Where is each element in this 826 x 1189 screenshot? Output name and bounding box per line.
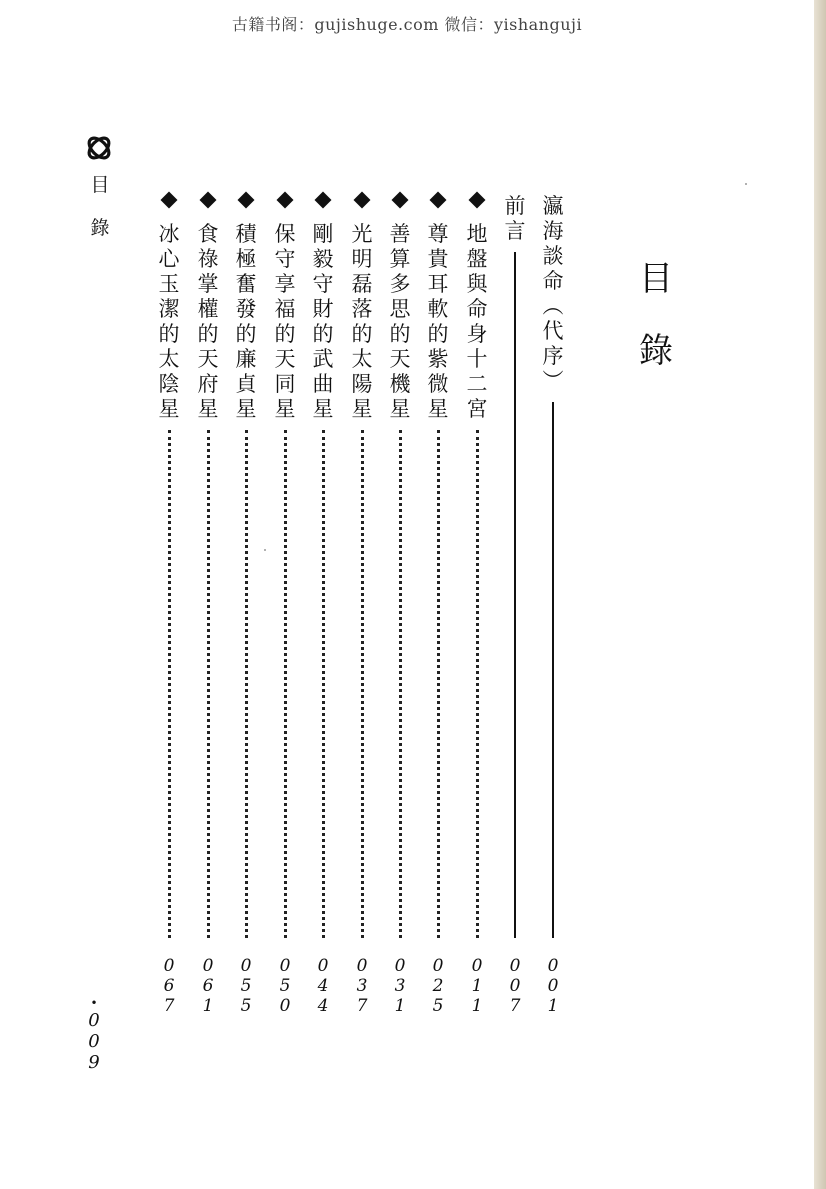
page-digit: 7 <box>509 996 521 1016</box>
toc-title-char: 天 <box>389 347 411 371</box>
toc-title-char: 守 <box>312 272 334 296</box>
toc-entry-title <box>423 222 453 422</box>
toc-title-char: 的 <box>274 322 296 346</box>
toc-title-char: 玉 <box>158 272 180 296</box>
toc-page-number <box>347 956 377 1016</box>
toc-title-char: 星 <box>351 397 373 421</box>
toc-title-char: 太 <box>158 347 180 371</box>
leader-dots <box>245 430 248 938</box>
toc-page-number <box>193 956 223 1016</box>
toc-entry-title <box>347 222 377 422</box>
page-digit: 5 <box>432 996 444 1016</box>
page-digit: 1 <box>471 996 483 1016</box>
toc-title-char: 廉 <box>235 347 257 371</box>
toc-title-char: 的 <box>389 322 411 346</box>
knot-logo-icon <box>84 133 114 163</box>
toc-title-char: 軟 <box>427 297 449 321</box>
page-digit: 2 <box>432 976 444 996</box>
page-title-char: 目 <box>639 259 673 299</box>
page-digit: 0 <box>547 976 559 996</box>
page-digit: 0 <box>279 956 291 976</box>
toc-title-char: 的 <box>312 322 334 346</box>
toc-title-char: 武 <box>312 347 334 371</box>
toc-title-char: 身 <box>466 322 488 346</box>
toc-title-char: 貞 <box>235 372 257 396</box>
toc-title-char: 光 <box>351 222 373 246</box>
toc-page-number <box>231 956 261 1016</box>
toc-entry-title <box>154 222 184 422</box>
page-digit: 0 <box>432 956 444 976</box>
toc-entry[interactable] <box>308 194 338 1024</box>
toc-title-char: 的 <box>197 322 219 346</box>
running-head-char: 錄 <box>90 217 110 239</box>
leader-dots <box>168 430 171 938</box>
toc-title-char: 星 <box>197 397 219 421</box>
toc-title-char: 保 <box>274 222 296 246</box>
toc-title-char: 耳 <box>427 272 449 296</box>
toc-title-char: 陰 <box>158 372 180 396</box>
toc-entry-title <box>270 222 300 422</box>
toc-title-char: 星 <box>158 397 180 421</box>
toc-entry[interactable] <box>231 194 261 1024</box>
diamond-bullet-icon <box>469 192 486 209</box>
page-digit: 3 <box>356 976 368 996</box>
page-digit: 7 <box>356 996 368 1016</box>
paper-speck <box>264 549 266 551</box>
page-digit: 0 <box>163 956 175 976</box>
toc-title-char: 的 <box>235 322 257 346</box>
toc-title-char: 福 <box>274 297 296 321</box>
toc-entry[interactable] <box>154 194 184 1024</box>
page-digit: 0 <box>471 956 483 976</box>
page-digit: 0 <box>240 956 252 976</box>
page-title-char: 錄 <box>639 331 673 371</box>
toc-title-char: 二 <box>466 372 488 396</box>
page-number <box>84 996 104 1073</box>
toc-title-char: 地 <box>466 222 488 246</box>
diamond-bullet-icon <box>315 192 332 209</box>
toc-title-char: 善 <box>389 222 411 246</box>
toc-title-char: 落 <box>351 297 373 321</box>
toc-title-char: 星 <box>427 397 449 421</box>
toc-page-number <box>500 956 530 1016</box>
toc-page-number <box>154 956 184 1016</box>
leader-line <box>552 402 554 938</box>
running-head <box>87 176 113 262</box>
toc-title-char: 府 <box>197 372 219 396</box>
toc-title-char: 的 <box>351 322 373 346</box>
toc-entry[interactable] <box>423 194 453 1024</box>
toc-title-char: 享 <box>274 272 296 296</box>
leader-dots <box>399 430 402 938</box>
page-digit: 4 <box>317 976 329 996</box>
toc-page-number <box>462 956 492 1016</box>
toc-title-char: 命 <box>542 269 564 293</box>
page-digit: 0 <box>394 956 406 976</box>
toc-title-char: 明 <box>351 247 373 271</box>
page-digit: 0 <box>509 976 521 996</box>
toc-title-char: 曲 <box>312 372 334 396</box>
toc-title-char: 積 <box>235 222 257 246</box>
toc-title-char: 極 <box>235 247 257 271</box>
toc-title-char: 言 <box>504 219 526 243</box>
toc-title-char: 奮 <box>235 272 257 296</box>
page-digit: 0 <box>509 956 521 976</box>
page-edge <box>814 0 826 1189</box>
running-head-char: 目 <box>90 174 110 196</box>
page-digit: 5 <box>240 996 252 1016</box>
folio-dot: • <box>90 996 98 1010</box>
page-digit: 4 <box>317 996 329 1016</box>
toc-title-char: 守 <box>274 247 296 271</box>
folio-digit: 9 <box>88 1052 100 1073</box>
toc-entry[interactable] <box>538 194 568 1024</box>
toc-entry-title <box>500 194 530 244</box>
toc-page-number <box>385 956 415 1016</box>
leader-dots <box>284 430 287 938</box>
diamond-bullet-icon <box>200 192 217 209</box>
toc-entry-title <box>385 222 415 422</box>
toc-title-char: 機 <box>389 372 411 396</box>
leader-dots <box>322 430 325 938</box>
toc-title-char: 星 <box>274 397 296 421</box>
toc-page-number <box>423 956 453 1016</box>
toc-title-char: 心 <box>158 247 180 271</box>
toc-entry[interactable] <box>500 194 530 1024</box>
diamond-bullet-icon <box>238 192 255 209</box>
toc-title-char: 同 <box>274 372 296 396</box>
toc-title-char: 掌 <box>197 272 219 296</box>
toc-entry-title <box>231 222 261 422</box>
toc-paren-char: 代 <box>542 319 564 343</box>
leader-dots <box>361 430 364 938</box>
toc-title-char: 祿 <box>197 247 219 271</box>
toc-entry[interactable] <box>270 194 300 1024</box>
toc-title-char: 食 <box>197 222 219 246</box>
toc-page-number <box>270 956 300 1016</box>
toc-title-char: 紫 <box>427 347 449 371</box>
toc-title-char: 潔 <box>158 297 180 321</box>
page-digit: 0 <box>202 956 214 976</box>
folio-digit: 0 <box>88 1010 100 1031</box>
toc-page-number <box>538 956 568 1016</box>
page-digit: 1 <box>471 976 483 996</box>
watermark-text: 古籍书阁：gujishuge.com 微信：yishanguji <box>231 15 583 34</box>
toc-paren-char: 序 <box>542 344 564 368</box>
page-digit: 1 <box>394 996 406 1016</box>
toc-entry[interactable] <box>193 194 223 1024</box>
page-digit: 0 <box>356 956 368 976</box>
toc-title-char: 冰 <box>158 222 180 246</box>
leader-dots <box>476 430 479 938</box>
diamond-bullet-icon <box>392 192 409 209</box>
toc-entry-title <box>462 222 492 422</box>
toc-title-char: 天 <box>274 347 296 371</box>
paren-open: ︵ <box>542 294 564 318</box>
toc-title-char: 天 <box>197 347 219 371</box>
page-digit: 6 <box>202 976 214 996</box>
toc-page-number <box>308 956 338 1016</box>
diamond-bullet-icon <box>354 192 371 209</box>
toc-title-char: 毅 <box>312 247 334 271</box>
page-digit: 7 <box>163 996 175 1016</box>
page-digit: 5 <box>279 976 291 996</box>
toc-title-char: 海 <box>542 219 564 243</box>
page-digit: 3 <box>394 976 406 996</box>
toc-title-char: 宮 <box>466 397 488 421</box>
page-digit: 0 <box>547 956 559 976</box>
folio-digit: 0 <box>88 1031 100 1052</box>
toc-title-char: 談 <box>542 244 564 268</box>
toc-title-char: 星 <box>389 397 411 421</box>
page-title <box>634 259 678 406</box>
toc-title-char: 的 <box>158 322 180 346</box>
toc-title-char: 發 <box>235 297 257 321</box>
page-digit: 1 <box>202 996 214 1016</box>
page-digit: 5 <box>240 976 252 996</box>
leader-dots <box>207 430 210 938</box>
toc-title-char: 瀛 <box>542 194 564 218</box>
page-digit: 0 <box>317 956 329 976</box>
toc-title-char: 多 <box>389 272 411 296</box>
toc-title-char: 星 <box>235 397 257 421</box>
toc-title-char: 星 <box>312 397 334 421</box>
toc-title-char: 思 <box>389 297 411 321</box>
paper-speck <box>745 183 747 185</box>
diamond-bullet-icon <box>430 192 447 209</box>
toc-title-char: 太 <box>351 347 373 371</box>
toc-title-char: 命 <box>466 297 488 321</box>
toc-title-char: 微 <box>427 372 449 396</box>
toc-title-char: 財 <box>312 297 334 321</box>
diamond-bullet-icon <box>161 192 178 209</box>
toc-entry-title <box>538 194 568 394</box>
toc-title-char: 前 <box>504 194 526 218</box>
toc-title-char: 的 <box>427 322 449 346</box>
toc-title-char: 與 <box>466 272 488 296</box>
page-digit: 0 <box>279 996 291 1016</box>
toc-entry[interactable] <box>385 194 415 1024</box>
paren-close: ︶ <box>542 369 564 393</box>
toc-title-char: 尊 <box>427 222 449 246</box>
page-digit: 1 <box>547 996 559 1016</box>
leader-line <box>514 252 516 938</box>
toc-entry-title <box>193 222 223 422</box>
page-digit: 6 <box>163 976 175 996</box>
toc-entry[interactable] <box>462 194 492 1024</box>
toc-title-char: 貴 <box>427 247 449 271</box>
toc-title-char: 算 <box>389 247 411 271</box>
diamond-bullet-icon <box>277 192 294 209</box>
toc-title-char: 盤 <box>466 247 488 271</box>
toc-title-char: 權 <box>197 297 219 321</box>
leader-dots <box>437 430 440 938</box>
toc-title-char: 剛 <box>312 222 334 246</box>
toc-title-char: 十 <box>466 347 488 371</box>
toc-title-char: 磊 <box>351 272 373 296</box>
toc-title-char: 陽 <box>351 372 373 396</box>
toc-entry-title <box>308 222 338 422</box>
toc-entry[interactable] <box>347 194 377 1024</box>
